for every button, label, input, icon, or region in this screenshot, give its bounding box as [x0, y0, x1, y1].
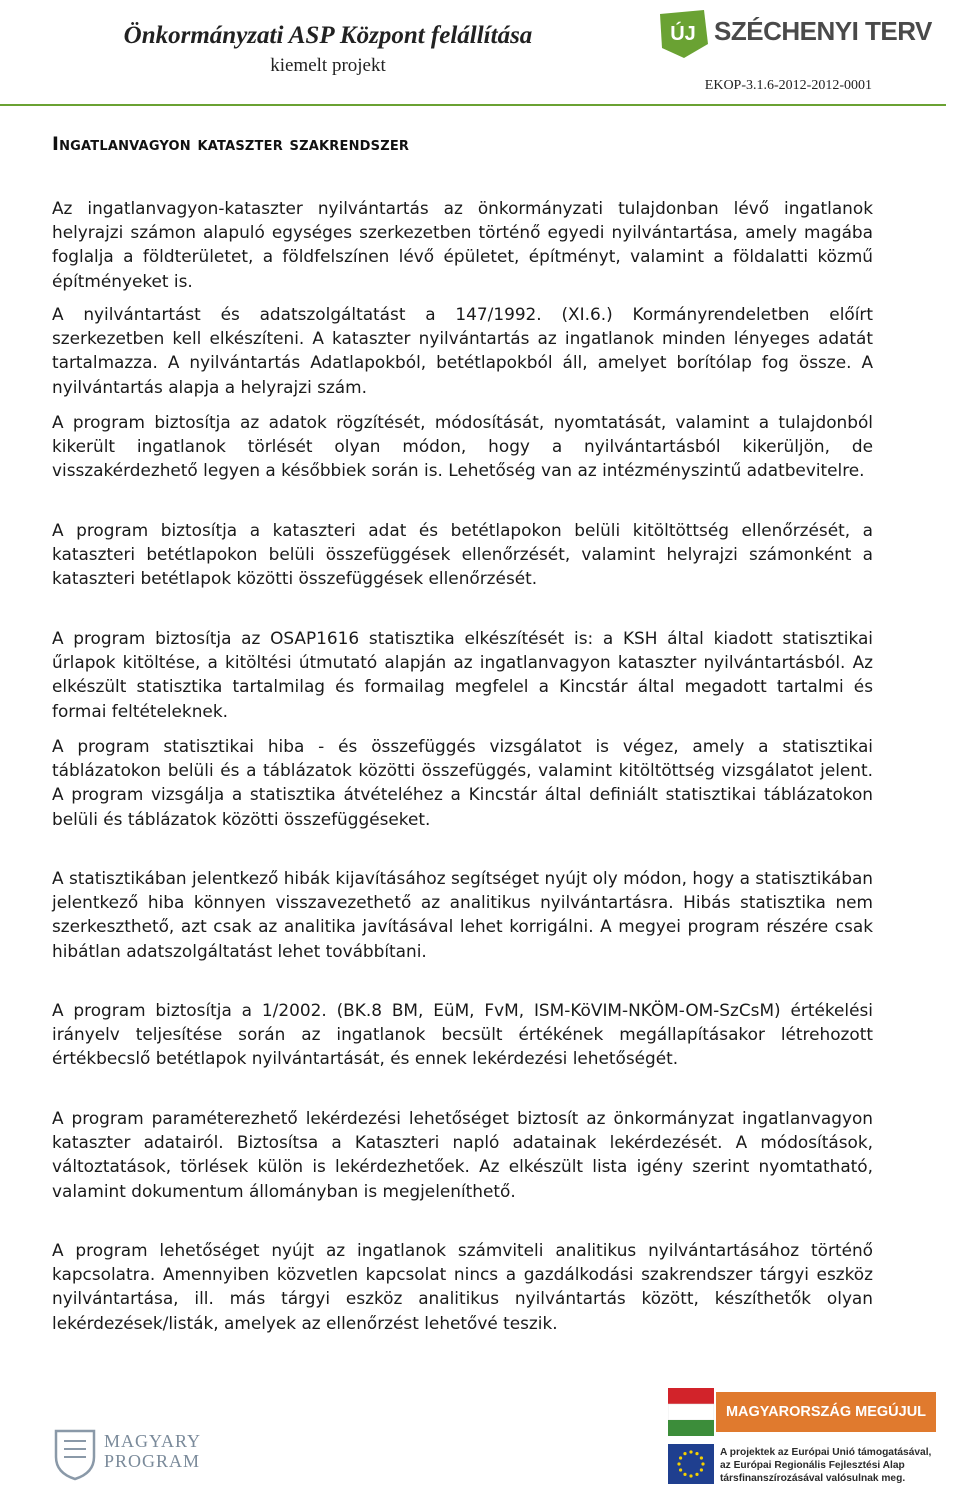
- paragraph-5: A program biztosítja az OSAP1616 statisztika elkészítését is: a KSH által kiadott statisztikai űrlapok kitöltése, a kitöltési útmutató alapján az ingatlanvagyon kataszter nyilvántartásból. Az elkészült statisztika tartalmilag és formailag megfelel a Kincstár által megadott tartalmi és formai feltételeknek.: [52, 628, 873, 721]
- eu-flag-icon: [668, 1444, 714, 1484]
- header-title: Önkormányzati ASP Központ felállítása: [123, 22, 533, 49]
- szechenyi-terv-logo: [654, 4, 932, 76]
- paragraph-9: A program paraméterezhető lekérdezési lehetőséget biztosít az önkormányzat ingatlanvagyon kataszter adatairól. Biztosítsa a Kataszteri napló adatainak lekérdezését. A módosítások, változtatások, törlések külön is lekérdezhetőek. Az elkészült lista igény szerint nyomtatható, valamint dokumentum állományban is megjeleníthető.: [52, 1108, 873, 1201]
- page-header: [0, 0, 960, 108]
- paragraph-7: A statisztikában jelentkező hibák kijavításához segítséget nyújt oly módon, hogy a statisztikában jelentkező hiba könnyen visszavezethető az analitikus nyilvántartásra. Hibás statisztika nem szerkeszthető, azt csak az analitika javításával lehet korrigálni. A megyei program részére csak hibátlan adatszolgáltatást lehet továbbítani.: [52, 868, 873, 961]
- paragraph-2: A nyilvántartást és adatszolgáltatást a 147/1992. (XI.6.) Kormányrendeletben előírt szerkezetben kell elkészíteni. A kataszter nyilvántartás az ingatlanok minden lényeges adatát tartalmazza. A nyilvántartás Adatlapokból, betétlapokból áll, amelyet borítólap fog össze. A nyilvántartás alapja a helyrajzi szám.: [52, 304, 873, 397]
- paragraph-8: A program biztosítja a 1/2002. (BK.8 BM, EüM, FvM, ISM-KöVIM-NKÖM-OM-SzCsM) értékelési irányelv teljesítése során az ingatlanok becsült értékének megállapításakor létrehozott értékbecslő betétlapok nyilvántartását, és ennek lekérdezési lehetőségét.: [52, 1000, 873, 1069]
- paragraph-3: A program biztosítja az adatok rögzítését, módosítását, nyomtatását, valamint a tulajdonból kikerült ingatlanok törlését olyan módon, hogy a nyilvántartásból kikerüljön, de visszakérdezhető legyen a későbbiek során is. Lehetőség van az intézményszintű adatbevitelre.: [52, 412, 873, 481]
- project-code: EKOP-3.1.6-2012-2012-0001: [704, 78, 872, 93]
- header-divider: [0, 104, 946, 106]
- uj-badge-label: ÚJ: [670, 23, 696, 45]
- document-title: Ingatlanvagyon kataszter szakrendszer: [52, 134, 410, 155]
- magyary-line2: PROGRAM: [104, 1451, 201, 1471]
- magyary-program-logo: [52, 1427, 202, 1485]
- funding-logos: [668, 1388, 938, 1492]
- szechenyi-terv-text: SZÉCHENYI TERV: [714, 16, 932, 46]
- magyary-emblem-icon: [52, 1427, 98, 1481]
- magyary-line1: MAGYARY: [104, 1431, 202, 1451]
- eu-funding-note: A projektek az Európai Unió támogatásával, az Európai Regionális Fejlesztési Alap társfinanszírozásával valósulnak meg.: [720, 1447, 932, 1484]
- uj-badge-icon: [654, 4, 712, 62]
- paragraph-4: A program biztosítja a kataszteri adat és betétlapokon belüli kitöltöttség ellenőrzését, a kataszteri betétlapokon belüli összefüggések ellenőrzését, valamint helyrajzi számonként a kataszteri betétlapok közötti összefüggések ellenőrzését.: [52, 520, 873, 589]
- hungarian-flag-icon: [668, 1388, 714, 1436]
- header-subtitle: kiemelt projekt: [270, 55, 386, 76]
- paragraph-10: A program lehetőséget nyújt az ingatlanok számviteli analitikus nyilvántartásához történő kapcsolatra. Amennyiben közvetlen kapcsolat nincs a gazdálkodási szakrendszer tárgyi eszköz nyilvántartása, ill. más tárgyi eszköz analitikus nyilvántartás között, készíthetők olyan lekérdezések/listák, amelyek az ellenőrzést lehetővé teszik.: [52, 1240, 873, 1333]
- paragraph-6: A program statisztikai hiba - és összefüggés vizsgálatot is végez, amely a statisztikai táblázatokon belüli és a táblázatok közötti összefüggés, valamint kitöltöttség vizsgálatot jelent. A program vizsgálja a statisztika átvételéhez a Kincstár által definiált statisztikai táblázatokon belüli és táblázatok közötti összefüggéseket.: [52, 736, 873, 829]
- magyarorszag-megujul-banner: MAGYARORSZÁG MEGÚJUL: [716, 1392, 936, 1432]
- paragraph-1: Az ingatlanvagyon-kataszter nyilvántartás az önkormányzati tulajdonban lévő ingatlanok helyrajzi számon alapuló egységes szerkezetben történő egyedi nyilvántartása, amely magába foglalja a földterületet, a földfelszínen lévő épületet, építményt, valamint a földalatti közmű építményeket is.: [52, 198, 873, 291]
